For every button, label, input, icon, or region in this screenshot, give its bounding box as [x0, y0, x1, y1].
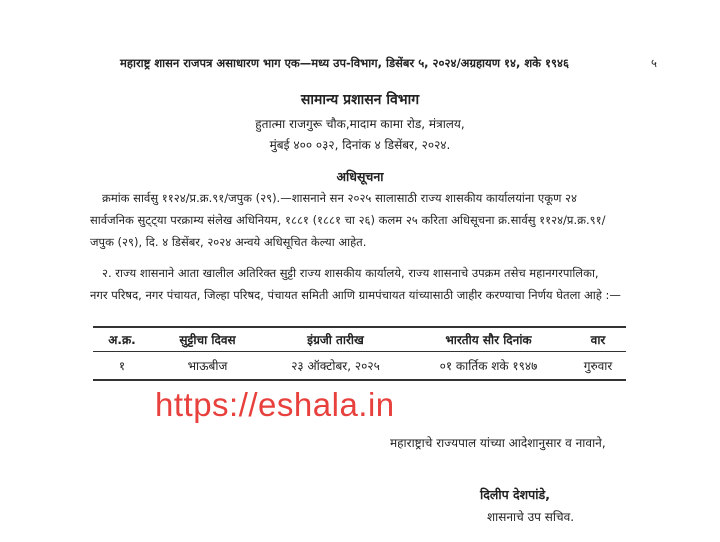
- holiday-table: [93, 326, 626, 381]
- closing-line: महाराष्ट्राचे राज्यपाल यांच्या आदेशानुसार व नावाने,: [390, 436, 606, 450]
- cell-english-date: २३ ऑक्टोबर, २०२५: [264, 352, 407, 381]
- paragraph-2-line-2: नगर परिषद, नगर पंचायत, जिल्हा परिषद, पंचायत समिती आणि ग्रामपंचायत यांच्यासाठी जाहीर करण्याचा निर्णय घेतला आहे :—: [90, 288, 621, 302]
- table-header-row: [93, 327, 626, 352]
- page-number: ५: [651, 56, 657, 70]
- watermark-url: https://eshala.in: [155, 386, 395, 423]
- paragraph-1-line-3: जपुक (२९), दि. ४ डिसेंबर, २०२४ अन्वये अधिसूचित केल्या आहेत.: [90, 235, 367, 249]
- signatory-name: दिलीप देशपांडे,: [480, 487, 550, 502]
- cell-holiday-day: भाऊबीज: [151, 352, 264, 381]
- signatory-title: शासनाचे उप सचिव.: [487, 510, 575, 524]
- department-name: सामान्य प्रशासन विभाग: [300, 92, 420, 108]
- cell-indian-solar-date: ०१ कार्तिक शके १९४७: [407, 352, 570, 381]
- paragraph-1-line-2: सार्वजनिक सुट्ट्या परक्राम्य संलेख अधिनियम, १८८१ (१८८१ चा २६) कलम २५ करिता अधिसूचना क्र.सार्वसु ११२४/प्र.क्र.९१/: [90, 213, 606, 227]
- paragraph-2-line-1: २. राज्य शासनाने आता खालील अतिरिक्त सुट्टी राज्य शासकीय कार्यालये, राज्य शासनाचे उपक्रम तसेच महानगरपालिका,: [102, 266, 599, 280]
- notification-paragraph-1: [90, 187, 702, 253]
- running-header: महाराष्ट्र शासन राजपत्र असाधारण भाग एक—मध्य उप-विभाग, डिसेंबर ५, २०२४/अग्रहायण १४, शके १९४६: [120, 56, 569, 70]
- cell-weekday: गुरुवार: [570, 352, 626, 381]
- table-row: [93, 352, 626, 381]
- header-indian-solar-date: भारतीय सौर दिनांक: [407, 327, 570, 352]
- address-line-1: हुतात्मा राजगुरू चौक,मादाम कामा रोड, मंत्रालय,: [255, 117, 465, 131]
- address-line-2: मुंबई ४०० ०३२, दिनांक ४ डिसेंबर, २०२४.: [269, 138, 451, 152]
- paragraph-1-line-1: क्रमांक सार्वसु ११२४/प्र.क्र.९१/जपुक (२९).—शासनाने सन २०२५ सालासाठी राज्य शासकीय कार्यालयांना एकूण २४: [102, 191, 577, 205]
- notification-paragraph-2: [90, 262, 702, 306]
- cell-serial: १: [93, 352, 151, 381]
- notification-heading: अधिसूचना: [336, 169, 384, 184]
- header-english-date: इंग्रजी तारीख: [264, 327, 407, 352]
- header-weekday: वार: [570, 327, 626, 352]
- header-serial: अ.क्र.: [93, 327, 151, 352]
- header-holiday-day: सुट्टीचा दिवस: [151, 327, 264, 352]
